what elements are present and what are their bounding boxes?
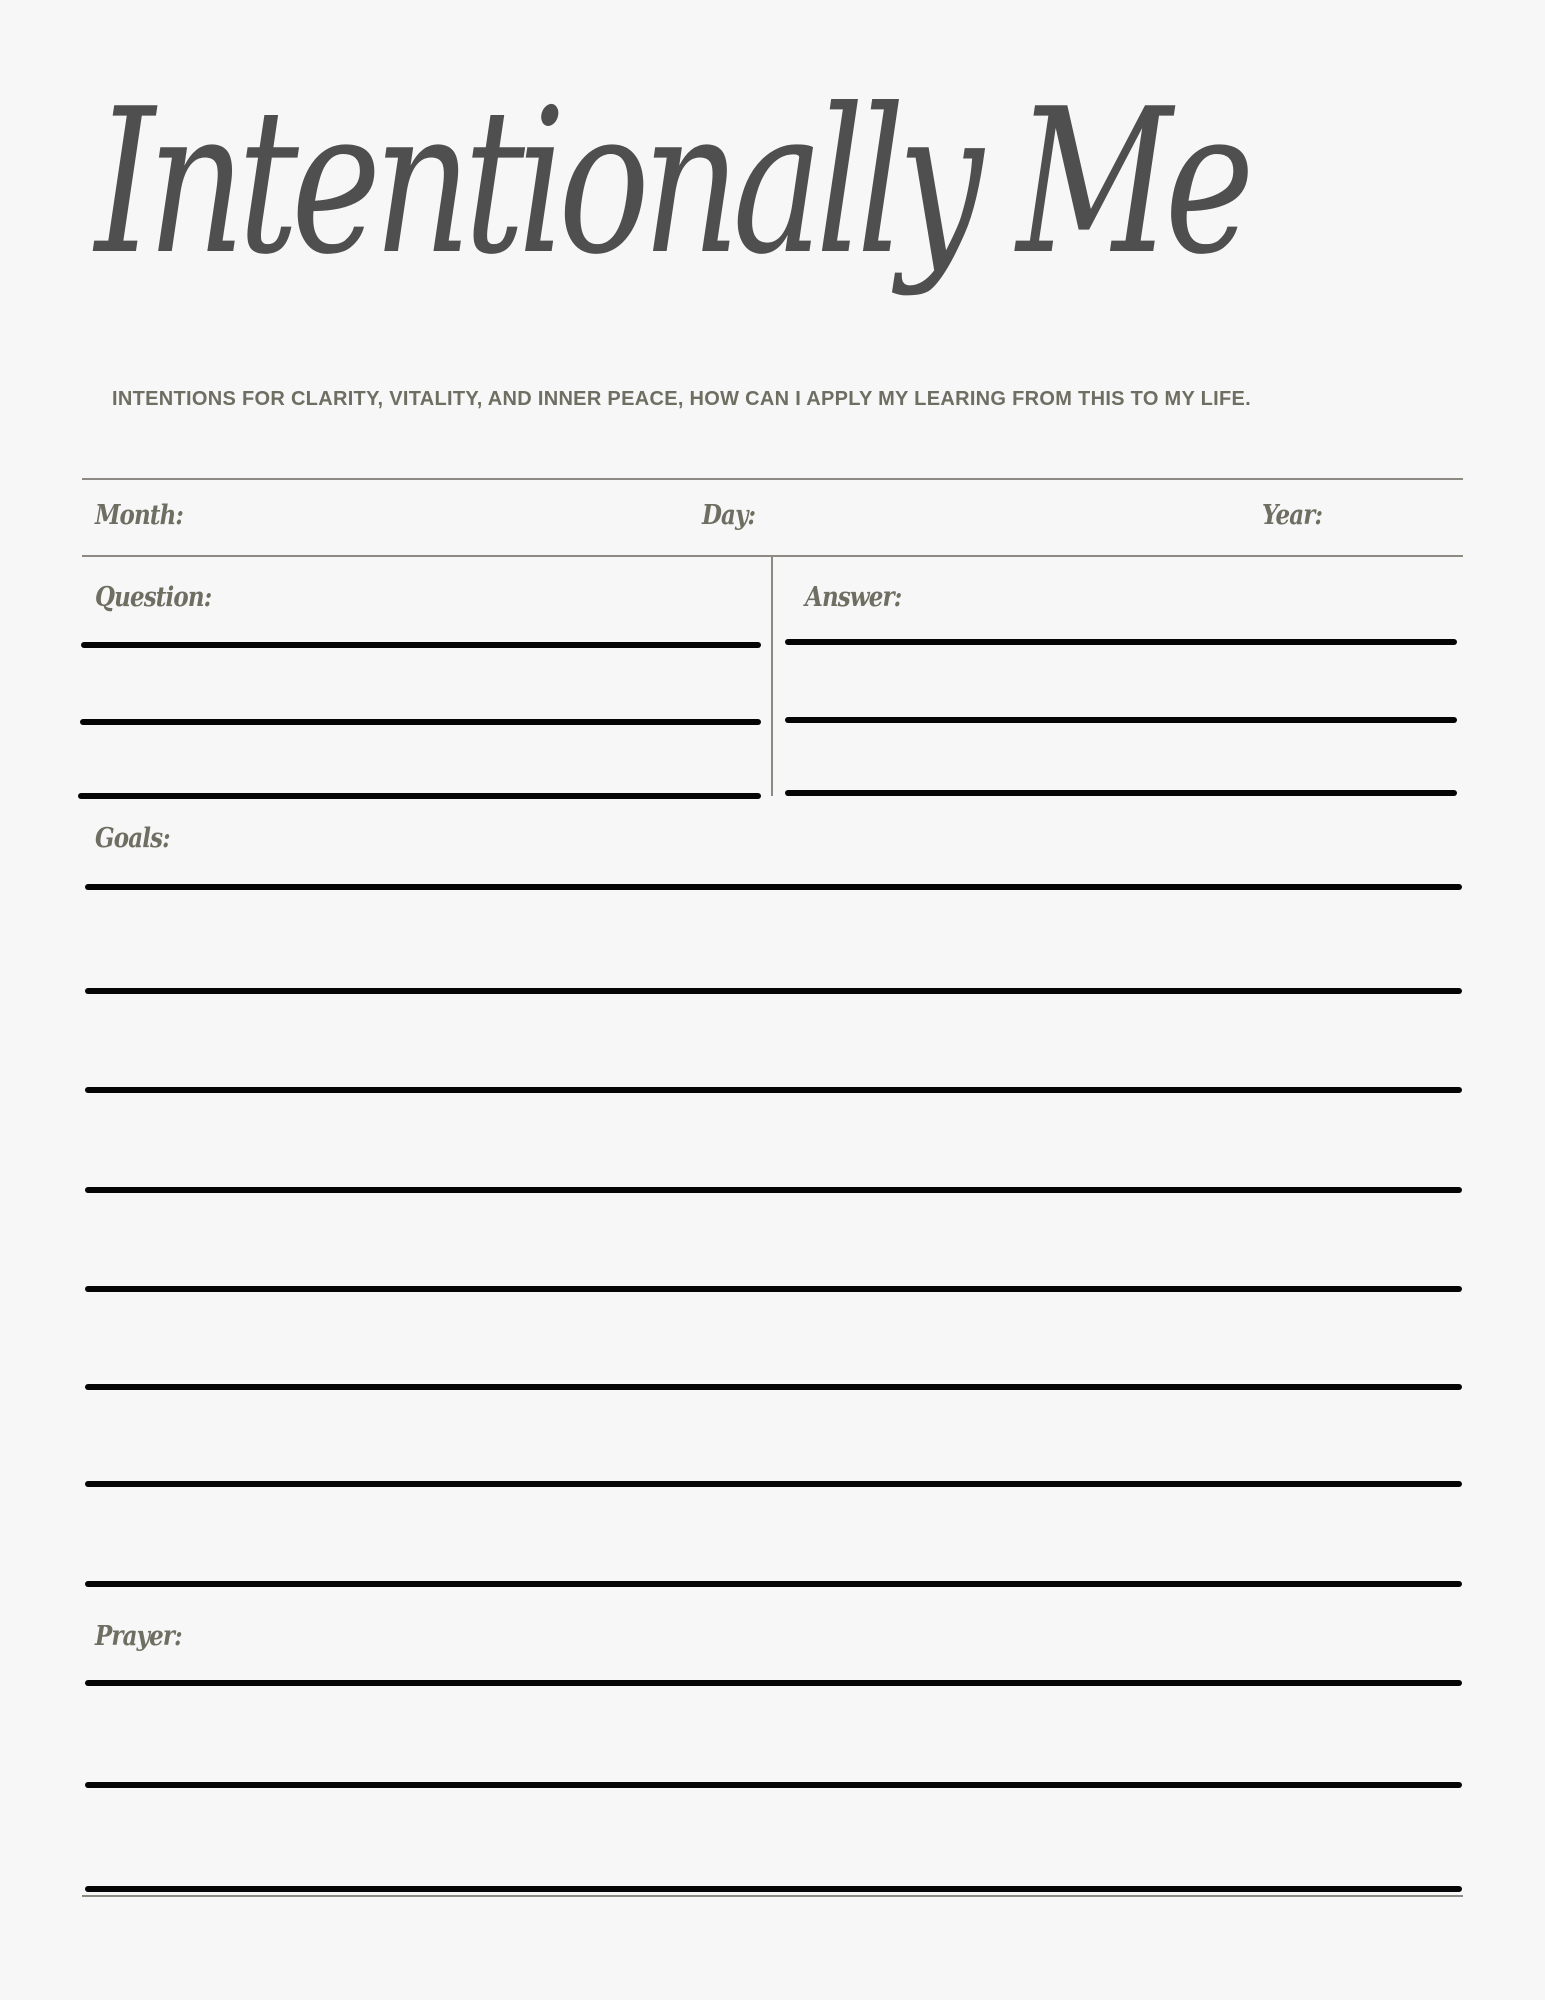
page-subtitle: INTENTIONS FOR CLARITY, VITALITY, AND INNER PEACE, HOW CAN I APPLY MY LEARING FROM THIS TO MY LIFE. — [112, 388, 1252, 410]
goals-line[interactable] — [85, 988, 1462, 994]
prayer-line[interactable] — [85, 1886, 1462, 1892]
prayer-line[interactable] — [85, 1782, 1462, 1788]
goals-label: Goals: — [95, 823, 170, 854]
answer-label: Answer: — [805, 582, 902, 613]
month-label: Month: — [95, 500, 184, 531]
goals-line[interactable] — [85, 1187, 1462, 1193]
answer-line[interactable] — [785, 790, 1457, 796]
question-line[interactable] — [78, 793, 761, 799]
question-answer-divider — [771, 556, 773, 796]
answer-line[interactable] — [785, 717, 1457, 723]
date-row-top-rule — [82, 478, 1463, 480]
question-line[interactable] — [81, 642, 761, 648]
goals-line[interactable] — [85, 1581, 1462, 1587]
page-title: Intentionally Me — [95, 66, 1247, 299]
prayer-label: Prayer: — [95, 1621, 182, 1652]
goals-line[interactable] — [85, 884, 1462, 890]
goals-line[interactable] — [85, 1286, 1462, 1292]
goals-line[interactable] — [85, 1087, 1462, 1093]
goals-line[interactable] — [85, 1481, 1462, 1487]
page-bottom-rule — [82, 1895, 1463, 1897]
question-label: Question: — [95, 582, 212, 613]
year-label: Year: — [1262, 500, 1323, 531]
day-label: Day: — [702, 500, 756, 531]
prayer-line[interactable] — [85, 1680, 1462, 1686]
answer-line[interactable] — [785, 639, 1457, 645]
question-line[interactable] — [80, 719, 761, 725]
goals-line[interactable] — [85, 1384, 1462, 1390]
